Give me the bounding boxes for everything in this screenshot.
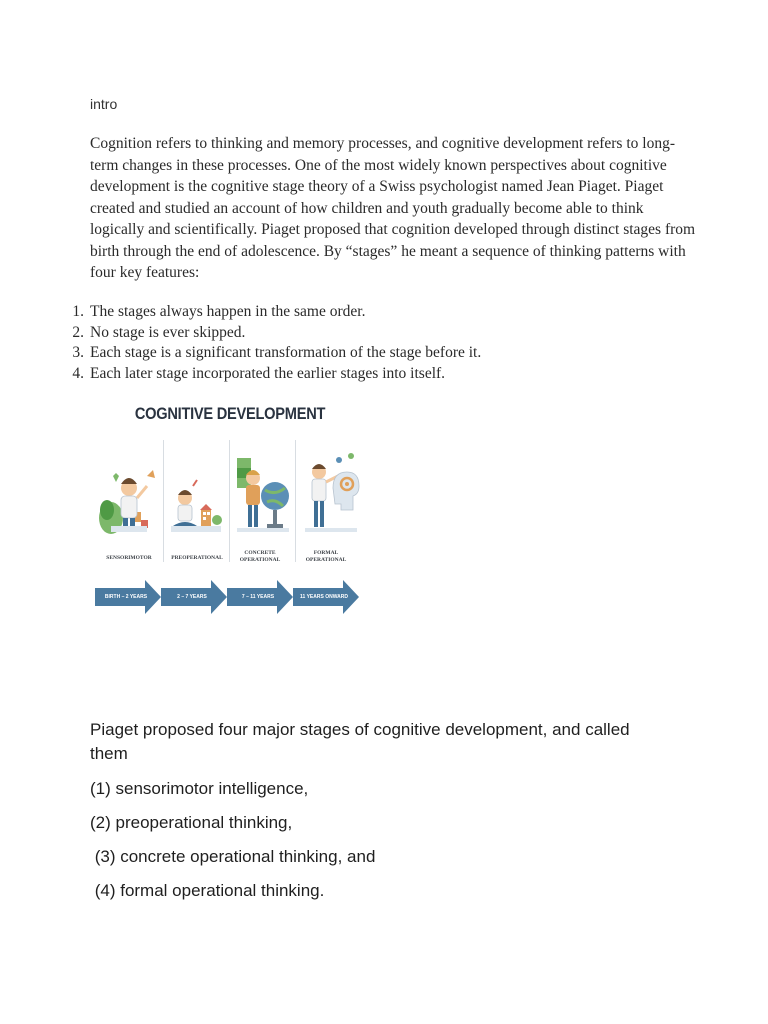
stage-item: (2) preoperational thinking, [90, 813, 293, 832]
stage-age-concrete-operational: 7 – 11 YEARS [241, 594, 275, 600]
list-item: 3. Each stage is a significant transformation of the stage before it. [72, 344, 482, 361]
panel-divider [163, 440, 164, 562]
list-item: 2. No stage is ever skipped. [72, 323, 246, 341]
features-list [72, 302, 710, 384]
list-item: 4. Each later stage incorporated the earlier stages into itself. [72, 364, 446, 382]
concrete-operational-illustration-icon [231, 440, 295, 540]
stages-summary [90, 718, 660, 913]
sensorimotor-illustration-icon [97, 440, 161, 540]
list-item: 1. The stages always happen in the same order. [72, 303, 366, 320]
stage-label-sensorimotor: SENSORIMOTOR [106, 555, 152, 561]
stage-item: (1) sensorimotor intelligence, [90, 779, 309, 798]
infographic-title: COGNITIVE DEVELOPMENT [134, 404, 326, 423]
stage-item: (4) formal operational thinking. [90, 881, 325, 900]
preoperational-illustration-icon [165, 440, 229, 540]
stage-age-sensorimotor: BIRTH – 2 YEARS [104, 594, 148, 600]
intro-paragraph: Cognition refers to thinking and memory processes, and cognitive development refers to long-term changes in these processes. One of the most widely known perspectives about cognitive development is the cognitive stage theory of a Swiss psychologist named Jean Piaget. Piaget created and studied an account of how children and youth gradually become able to think logically and scientifically. Piaget proposed that cognition developed through distinct stages from birth through the end of adolescence. By “stages” he meant a sequence of thinking patterns with four key features: [90, 135, 696, 281]
stage-age-preoperational: 2 – 7 YEARS [177, 594, 207, 600]
panel-divider [229, 440, 230, 562]
cognitive-development-infographic [95, 398, 365, 623]
stage-label-formal-operational: FORMAL OPERATIONAL [305, 550, 347, 563]
stage-label-preoperational: PREOPERATIONAL [171, 555, 223, 561]
formal-operational-illustration-icon [297, 440, 361, 540]
stage-age-formal-operational: 11 YEARS ONWARD [300, 594, 348, 600]
panel-divider [295, 440, 296, 562]
section-label: intro [90, 96, 118, 112]
summary-lead: Piaget proposed four major stages of cognitive development, and called them [90, 720, 630, 763]
stage-label-concrete-operational: CONCRETE OPERATIONAL [239, 550, 281, 563]
stage-item: (3) concrete operational thinking, and [90, 847, 376, 866]
